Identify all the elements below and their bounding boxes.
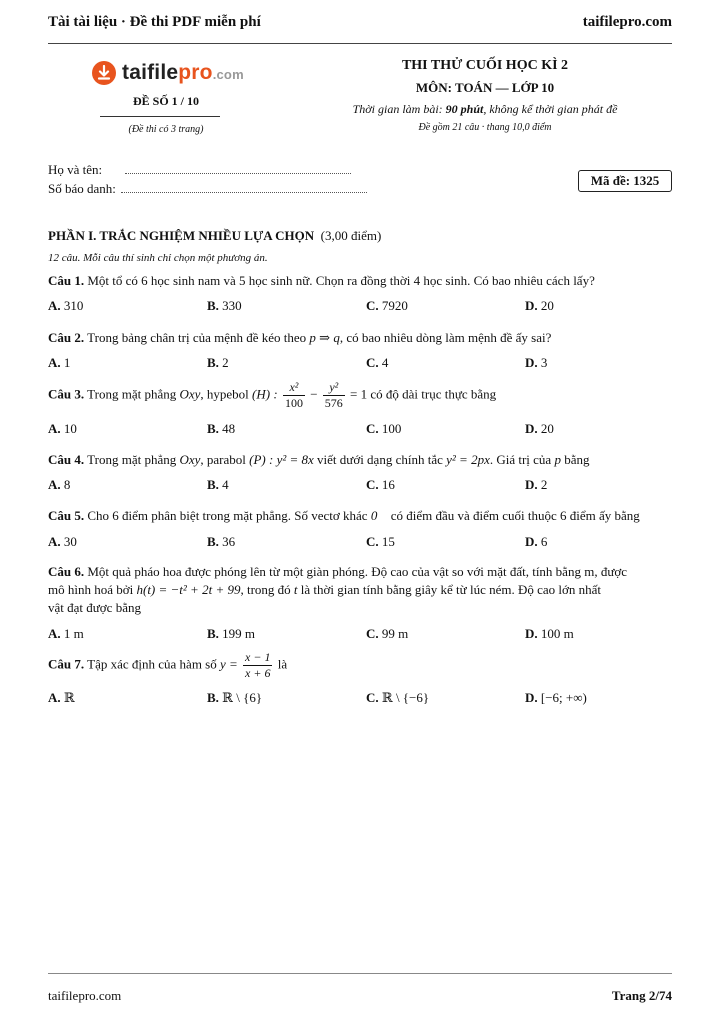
fraction-domain: $\frac{x - 1}{x + 6}$ — [245, 650, 271, 680]
option-5a[interactable]: A. 30 — [48, 534, 77, 549]
exam-number-rule — [100, 116, 220, 117]
option-4a[interactable]: A. 8 — [48, 477, 71, 492]
option-1d[interactable]: D. 20 — [525, 298, 554, 313]
logo-wordmark: taifilepro.com — [122, 61, 244, 84]
question-3: Câu 3. Trong mặt phẳng Oxy, hypebol (H) : $\frac{\text{x²}}{100}$ − $\frac{\text{y²}}{576}$ = 1 có độ dài trục thực bằng — [48, 380, 497, 410]
fraction-y2-576: $\frac{\text{y²}}{576}$ — [324, 380, 343, 410]
student-name-label: Họ và tên: — [48, 162, 103, 177]
option-1c[interactable]: C. 7920 — [366, 298, 408, 313]
question-4: Câu 4. Trong mặt phẳng Oxy, parabol (P) : y² = 8x viết dưới dạng chính tắc y² = 2px. Giá trị của p bằng — [48, 452, 590, 467]
option-6a[interactable]: A. 1 m — [48, 626, 84, 641]
option-5d[interactable]: D. 6 — [525, 534, 548, 549]
exam-subject: MÔN: TOÁN — LỚP 10 — [415, 80, 555, 95]
footer-divider — [48, 973, 672, 974]
student-id-label: Số báo danh: — [48, 181, 116, 196]
page-number: Trang 2/74 — [611, 988, 672, 1003]
option-1b[interactable]: B. 330 — [207, 298, 242, 313]
student-id-row — [48, 181, 367, 197]
option-2b[interactable]: B. 2 — [207, 355, 229, 370]
student-name-field[interactable] — [125, 163, 351, 174]
exam-code-box: Mã đề: 1325 — [578, 170, 672, 192]
question-2: Câu 2. Trong bảng chân trị của mệnh đề kéo theo p ⇒ q, có bao nhiêu dòng làm mệnh đề ấy sai? — [48, 330, 552, 345]
option-4c[interactable]: C. 16 — [366, 477, 395, 492]
option-2d[interactable]: D. 3 — [525, 355, 548, 370]
option-6d[interactable]: D. 100 m — [525, 626, 574, 641]
question-1: Câu 1. Một tổ có 6 học sinh nam và 5 học sinh nữ. Chọn ra đồng thời 4 học sinh. Có bao nhiêu cách lấy? — [48, 273, 595, 288]
student-name-row — [48, 162, 351, 178]
download-arrow-icon — [92, 61, 116, 85]
option-3d[interactable]: D. 20 — [525, 421, 554, 436]
footer-left: taifilepro.com — [48, 988, 122, 1003]
option-7c[interactable]: C. ℝ \ {−6} — [366, 690, 430, 705]
exam-scoring: Đề gồm 21 câu · thang 10,0 điểm — [418, 122, 552, 133]
option-2c[interactable]: C. 4 — [366, 355, 389, 370]
option-4d[interactable]: D. 2 — [525, 477, 548, 492]
question-5: Câu 5. Cho 6 điểm phân biệt trong mặt phẳng. Số vectơ khác 0⃗ có điểm đầu và điểm cuối thuộc 6 điểm ấy bằng — [48, 508, 640, 523]
option-6b[interactable]: B. 199 m — [207, 626, 256, 641]
option-3c[interactable]: C. 100 — [366, 421, 402, 436]
pages-note: (Đề thi có 3 trang) — [128, 124, 204, 135]
option-5c[interactable]: C. 15 — [366, 534, 395, 549]
part1-title: PHẦN I. TRẮC NGHIỆM NHIỀU LỰA CHỌN (3,00 điểm) — [48, 228, 382, 243]
option-3a[interactable]: A. 10 — [48, 421, 77, 436]
header-divider — [48, 43, 672, 44]
exam-title: THI THỬ CUỐI HỌC KÌ 2 — [401, 58, 569, 73]
option-7a[interactable]: A. ℝ — [48, 690, 75, 705]
option-7b[interactable]: B. ℝ \ {6} — [207, 690, 263, 705]
header-right: taifilepro.com — [582, 14, 672, 30]
option-3b[interactable]: B. 48 — [207, 421, 236, 436]
part1-note: 12 câu. Mỗi câu thí sinh chỉ chọn một phương án. — [48, 252, 268, 264]
option-5b[interactable]: B. 36 — [207, 534, 236, 549]
student-id-field[interactable] — [121, 182, 367, 193]
option-1a[interactable]: A. 310 — [48, 298, 84, 313]
fraction-x2-100: $\frac{\text{x²}}{100}$ — [284, 380, 303, 410]
question-7: Câu 7. Tập xác định của hàm số y = $\frac{x - 1}{x + 6}$ là — [48, 650, 288, 680]
option-7d[interactable]: D. [−6; +∞) — [525, 690, 587, 705]
header-left: Tài tài liệu · Đề thi PDF miễn phí — [48, 14, 261, 30]
option-6c[interactable]: C. 99 m — [366, 626, 409, 641]
exam-number: ĐỀ SỐ 1 / 10 — [132, 94, 199, 108]
exam-time: Thời gian làm bài: 90 phút, không kể thời gian phát đề — [352, 102, 618, 116]
site-logo — [92, 60, 244, 86]
question-6: Câu 6. Một quả pháo hoa được phóng lên từ một giàn phóng. Độ cao của vật so với mặt đất, tính bằng m, được mô hình hoá bởi h(t) = −t² + 2t + 99, trong đó t là thời gian tính bằng giây kể từ lúc ném. Độ cao lớn nhất vật đạt được bằng — [48, 564, 628, 615]
option-4b[interactable]: B. 4 — [207, 477, 229, 492]
option-2a[interactable]: A. 1 — [48, 355, 71, 370]
